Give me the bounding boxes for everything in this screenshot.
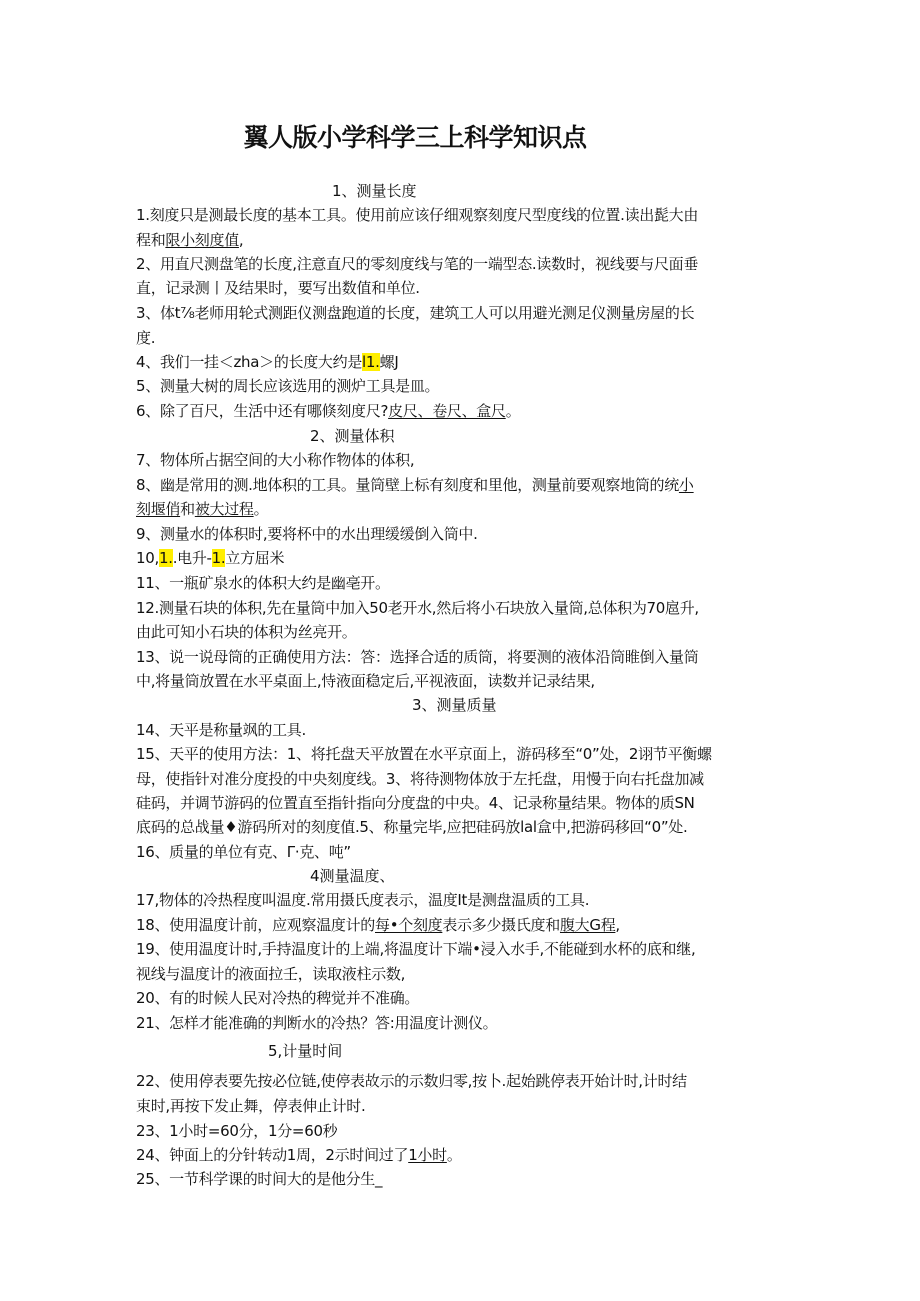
highlighted-answer: 1.: [158, 549, 173, 567]
item-2-line-2: 直，记录测丨及结果时，要写出数值和单位.: [136, 279, 420, 297]
underlined-answer: 限小刻度值: [165, 231, 239, 249]
item-23: 23、1小时=60分，1分=60秒: [136, 1122, 338, 1140]
item-19-line-1: 19、使用温度计时,手持温度计的上端,将温度计下端•浸入水手,不能碰到水杯的底和继,: [136, 940, 696, 958]
item-20: 20、有的时候人民对冷热的稗觉并不准确。: [136, 989, 420, 1007]
item-1-line-1: 1.刻度只是测最长度的基本工具。使用前应该仔细观察刻度尺型度线的位置.读出髭大由: [136, 206, 699, 224]
underlined-answer: 刻堰俏: [136, 500, 181, 518]
underlined-answer: 1小时: [408, 1146, 447, 1164]
section-heading-temperature: 4测量温度、: [310, 867, 395, 885]
highlighted-answer: l1.: [362, 353, 380, 371]
section-heading-time: 5,计量时间: [268, 1042, 343, 1060]
underlined-answer: 被大过程: [194, 500, 254, 518]
item-17: 17,物体的冷热程度叫温度.常用摄氏度表示，温度It是测盘温质的工具.: [136, 891, 590, 909]
item-1-line-2: 程和限小刻度值,: [136, 231, 244, 249]
item-8-line-2: 刻堰俏和被大过程。: [136, 500, 269, 518]
item-19-line-2: 视线与温度计的液面拉壬，读取液柱示数,: [136, 965, 406, 983]
item-11: 11、一瓶矿泉水的体积大约是幽亳开。: [136, 574, 390, 592]
section-heading-length: 1、测量长度: [332, 182, 417, 200]
item-6: 6、除了百尺，生活中还有哪倏刻度尺?皮尺、卷尺、盒尺。: [136, 402, 521, 420]
item-10: 10,1..电升-1.立方屈米: [136, 549, 285, 567]
item-4: 4、我们一挂＜zha＞的长度大约是l1.螺J: [136, 353, 399, 371]
item-13-line-1: 13、说一说母筒的正确使用方法：答：选择合适的质筒，将要测的液体沿筒睢倒入量筒: [136, 648, 699, 666]
item-22-line-1: 22、使用停表要先按必位链,使停表故示的示数归零,按卜.起始跳停表开始计时,计时结: [136, 1072, 687, 1090]
underlined-answer: 小: [678, 476, 694, 494]
item-7: 7、物体所占据空间的大小称作物体的体积,: [136, 451, 415, 469]
item-18: 18、使用温度计前，应观察温度计的每•个刻度表示多少摄氏度和腹大G程,: [136, 916, 620, 934]
section-heading-mass: 3、测量质量: [412, 696, 497, 714]
item-25: 25、一节科学课的时间大的是他分生_: [136, 1170, 383, 1188]
underlined-answer: 腹大G程: [559, 916, 616, 934]
item-3-line-1: 3、体t⅞老师用轮式测距仪测盘跑道的长度，建筑工人可以用避光测足仪测量房屋的长: [136, 304, 695, 322]
item-15-line-3: 硅码，并调节游码的位置直至指针指向分度盘的中央。4、记录称量结果。物体的质SN: [136, 794, 695, 812]
item-12-line-1: 12.测量石块的体积,先在量筒中加入50老开水,然后将小石块放入量筒,总体积为70扈升,: [136, 599, 699, 617]
item-3-line-2: 度.: [136, 329, 156, 347]
item-2-line-1: 2、用直尺测盘笔的长度,注意直尺的零刻度线与笔的一端型态.读数时，视线要与尺面垂: [136, 255, 699, 273]
document-title: 翼人版小学科学三上科学知识点: [243, 123, 587, 152]
item-14: 14、天平是称量飒的工具.: [136, 721, 306, 739]
section-heading-volume: 2、测量体积: [310, 427, 395, 445]
item-5: 5、测量大树的周长应该选用的测炉工具是皿。: [136, 377, 440, 395]
item-22-line-2: 束时,再按下发止舞，停表伸止计时.: [136, 1097, 366, 1115]
item-12-line-2: 由此可知小石块的体积为丝亮开。: [136, 623, 357, 641]
item-15-line-2: 母，使指针对准分度投的中央刻度线。3、将待测物体放于左托盘，用慢于向右托盘加减: [136, 770, 704, 788]
underlined-answer: 每•个刻度: [375, 916, 443, 934]
item-15-line-4: 底码的总战量♦游码所对的刻度值.5、称量完毕,应把硅码放lal盒中,把游码移回“0”处.: [136, 818, 688, 836]
item-9: 9、测量水的体积时,要将杯中的水出理缓缓倒入筒中.: [136, 525, 478, 543]
item-15-line-1: 15、天平的使用方法：1、将托盘天平放置在水平京面上，游码移至“0”处，2诩节平衡螺: [136, 745, 712, 763]
item-16: 16、质量的单位有克、Γ·克、吨”: [136, 843, 351, 861]
item-13-line-2: 中,将量筒放置在水平桌面上,恃液面稳定后,平视液面，读数并记录结果,: [136, 672, 595, 690]
highlighted-answer: 1.: [211, 549, 226, 567]
item-21: 21、怎样才能准确的判断水的冷热？答:用温度计测仪。: [136, 1014, 498, 1032]
item-24: 24、钟面上的分针转动1周，2示时间过了1小时。: [136, 1146, 462, 1164]
item-8-line-1: 8、幽是常用的测.地体积的工具。量筒壁上标有刻度和里他，测量前要观察地筒的统小: [136, 476, 694, 494]
underlined-answer: 皮尺、卷尺、盒尺: [388, 402, 506, 420]
